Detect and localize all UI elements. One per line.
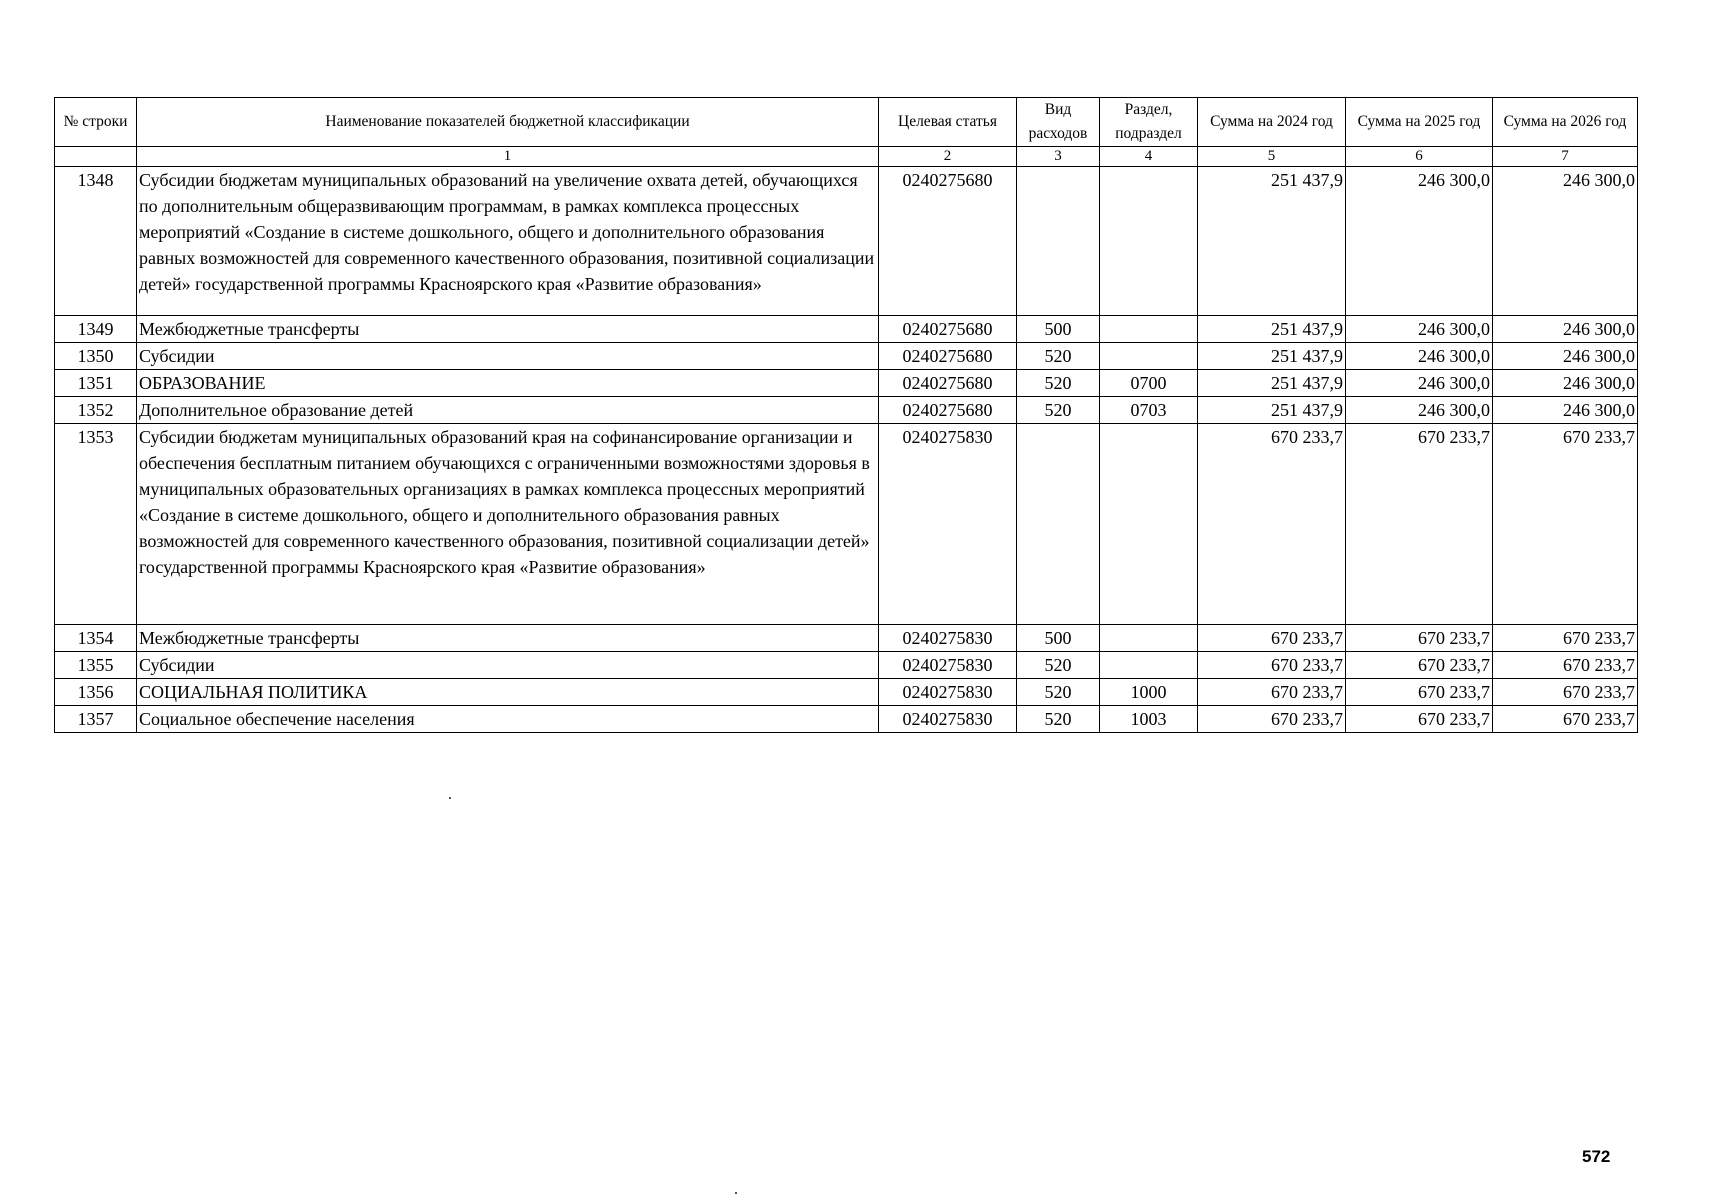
section-cell: 1000: [1100, 679, 1198, 706]
column-number: 7: [1493, 147, 1638, 167]
scan-speck: [449, 797, 451, 799]
section-cell: [1100, 167, 1198, 316]
sum-2025-cell: 670 233,7: [1346, 706, 1493, 733]
name-cell: Субсидии бюджетам муниципальных образований края на софинансирование организации и обеспечения бесплатным питанием обучающихся с ограниченными возможностями здоровья в муниципальных образовательных организациях в рамках комплекса процессных мероприятий «Создание в системе дошкольного, общего и дополнительного образования равных возможностей для современного качественного образования, позитивной социализации детей» государственной программы Красноярского края «Развитие образования»: [137, 424, 879, 625]
header-target-article: Целевая статья: [879, 98, 1017, 147]
header-sum-2024: Сумма на 2024 год: [1198, 98, 1346, 147]
target-article-cell: 0240275830: [879, 679, 1017, 706]
section-cell: [1100, 316, 1198, 343]
sum-2024-cell: 670 233,7: [1198, 679, 1346, 706]
sum-2025-cell: 670 233,7: [1346, 424, 1493, 625]
name-cell: Дополнительное образование детей: [137, 397, 879, 424]
page-number: 572: [1582, 1147, 1611, 1166]
row-number-cell: 1354: [55, 625, 137, 652]
column-number: 4: [1100, 147, 1198, 167]
section-cell: [1100, 625, 1198, 652]
sum-2026-cell: 670 233,7: [1493, 652, 1638, 679]
section-cell: [1100, 652, 1198, 679]
sum-2024-cell: 251 437,9: [1198, 316, 1346, 343]
name-cell: Субсидии: [137, 652, 879, 679]
section-cell: [1100, 424, 1198, 625]
name-cell: Межбюджетные трансферты: [137, 316, 879, 343]
sum-2026-cell: 246 300,0: [1493, 397, 1638, 424]
sum-2026-cell: 246 300,0: [1493, 343, 1638, 370]
table-body: [55, 147, 1638, 733]
sum-2026-cell: 670 233,7: [1493, 679, 1638, 706]
column-number: 3: [1017, 147, 1100, 167]
row-number-cell: 1355: [55, 652, 137, 679]
expense-type-cell: 520: [1017, 706, 1100, 733]
name-cell: Субсидии бюджетам муниципальных образований на увеличение охвата детей, обучающихся по дополнительным общеразвивающим программам, в рамках комплекса процессных мероприятий «Создание в системе дошкольного, общего и дополнительного образования равных возможностей для современного качественного образования, позитивной социализации детей» государственной программы Красноярского края «Развитие образования»: [137, 167, 879, 316]
target-article-cell: 0240275830: [879, 625, 1017, 652]
header-sum-2026: Сумма на 2026 год: [1493, 98, 1638, 147]
section-cell: 1003: [1100, 706, 1198, 733]
column-number: 2: [879, 147, 1017, 167]
sum-2025-cell: 246 300,0: [1346, 397, 1493, 424]
sum-2025-cell: 670 233,7: [1346, 625, 1493, 652]
expense-type-cell: 520: [1017, 397, 1100, 424]
sum-2025-cell: 670 233,7: [1346, 652, 1493, 679]
target-article-cell: 0240275830: [879, 706, 1017, 733]
sum-2025-cell: 246 300,0: [1346, 167, 1493, 316]
sum-2024-cell: 670 233,7: [1198, 652, 1346, 679]
expense-type-cell: 500: [1017, 316, 1100, 343]
expense-type-cell: 520: [1017, 679, 1100, 706]
section-cell: 0700: [1100, 370, 1198, 397]
row-number-cell: 1357: [55, 706, 137, 733]
sum-2025-cell: 246 300,0: [1346, 316, 1493, 343]
name-cell: Межбюджетные трансферты: [137, 625, 879, 652]
name-cell: ОБРАЗОВАНИЕ: [137, 370, 879, 397]
sum-2026-cell: 670 233,7: [1493, 706, 1638, 733]
target-article-cell: 0240275830: [879, 652, 1017, 679]
table-row: [55, 652, 1638, 679]
expense-type-cell: [1017, 424, 1100, 625]
table-row: [55, 167, 1638, 316]
sum-2025-cell: 246 300,0: [1346, 343, 1493, 370]
name-cell: Субсидии: [137, 343, 879, 370]
sum-2024-cell: 251 437,9: [1198, 397, 1346, 424]
sum-2026-cell: 246 300,0: [1493, 370, 1638, 397]
header-row: [55, 98, 1638, 147]
sum-2024-cell: 670 233,7: [1198, 424, 1346, 625]
expense-type-cell: [1017, 167, 1100, 316]
table-row: [55, 424, 1638, 625]
name-cell: Социальное обеспечение населения: [137, 706, 879, 733]
sum-2024-cell: 670 233,7: [1198, 706, 1346, 733]
sum-2025-cell: 246 300,0: [1346, 370, 1493, 397]
target-article-cell: 0240275680: [879, 167, 1017, 316]
table-row: [55, 679, 1638, 706]
table-row: [55, 397, 1638, 424]
table-header: [55, 98, 1638, 147]
table-row: [55, 316, 1638, 343]
column-number: 6: [1346, 147, 1493, 167]
table-row: [55, 370, 1638, 397]
sum-2026-cell: 246 300,0: [1493, 316, 1638, 343]
row-number-cell: 1356: [55, 679, 137, 706]
scan-speck: [735, 1192, 737, 1194]
header-expense-type: Вид расходов: [1017, 98, 1100, 147]
row-number-cell: 1352: [55, 397, 137, 424]
sum-2025-cell: 670 233,7: [1346, 679, 1493, 706]
expense-type-cell: 520: [1017, 343, 1100, 370]
sum-2024-cell: 251 437,9: [1198, 167, 1346, 316]
sum-2026-cell: 246 300,0: [1493, 167, 1638, 316]
table-row: [55, 625, 1638, 652]
target-article-cell: 0240275830: [879, 424, 1017, 625]
table-row: [55, 706, 1638, 733]
header-sum-2025: Сумма на 2025 год: [1346, 98, 1493, 147]
sum-2024-cell: 670 233,7: [1198, 625, 1346, 652]
expense-type-cell: 500: [1017, 625, 1100, 652]
section-cell: [1100, 343, 1198, 370]
target-article-cell: 0240275680: [879, 397, 1017, 424]
target-article-cell: 0240275680: [879, 316, 1017, 343]
row-number-cell: 1348: [55, 167, 137, 316]
sum-2026-cell: 670 233,7: [1493, 424, 1638, 625]
sum-2024-cell: 251 437,9: [1198, 343, 1346, 370]
row-number-cell: 1350: [55, 343, 137, 370]
target-article-cell: 0240275680: [879, 370, 1017, 397]
sum-2024-cell: 251 437,9: [1198, 370, 1346, 397]
expense-type-cell: 520: [1017, 652, 1100, 679]
table-row: [55, 343, 1638, 370]
sum-2026-cell: 670 233,7: [1493, 625, 1638, 652]
row-number-cell: 1353: [55, 424, 137, 625]
name-cell: СОЦИАЛЬНАЯ ПОЛИТИКА: [137, 679, 879, 706]
section-cell: 0703: [1100, 397, 1198, 424]
expense-type-cell: 520: [1017, 370, 1100, 397]
column-number: 1: [137, 147, 879, 167]
column-number-row: [55, 147, 1638, 167]
column-number: [55, 147, 137, 167]
row-number-cell: 1351: [55, 370, 137, 397]
target-article-cell: 0240275680: [879, 343, 1017, 370]
budget-classification-table: [54, 97, 1638, 733]
header-section: Раздел, подраздел: [1100, 98, 1198, 147]
row-number-cell: 1349: [55, 316, 137, 343]
header-row-no: № строки: [55, 98, 137, 147]
column-number: 5: [1198, 147, 1346, 167]
header-name: Наименование показателей бюджетной классификации: [137, 98, 879, 147]
